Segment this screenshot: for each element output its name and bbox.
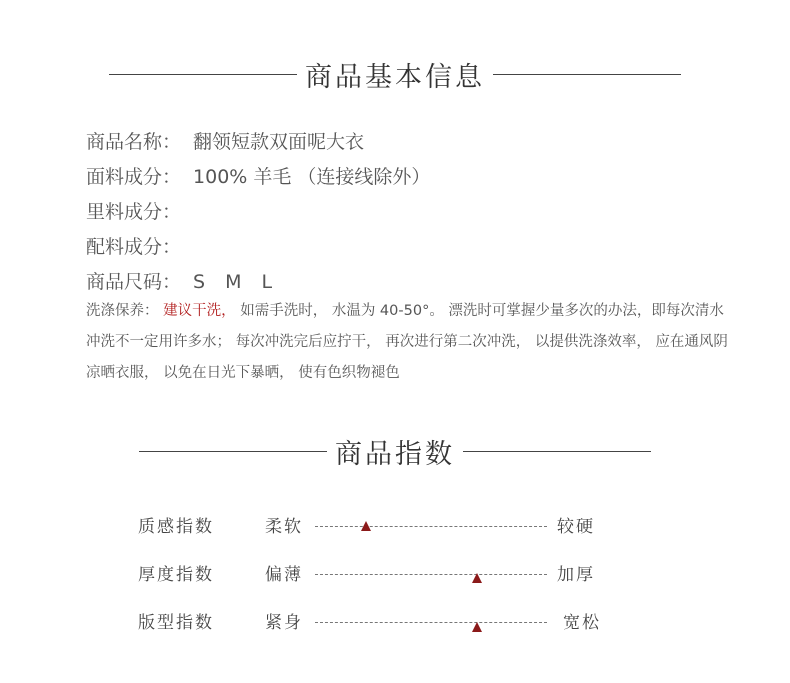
index-title: 商品指数 <box>335 439 455 470</box>
size-option: S <box>193 271 206 293</box>
divider-right <box>493 74 681 75</box>
info-row-name <box>86 127 364 154</box>
divider-right <box>463 451 651 452</box>
index-scale-line <box>315 574 547 575</box>
info-row-accessory <box>86 232 193 259</box>
index-high-label: 加厚 <box>557 565 595 585</box>
size-option: M <box>225 271 242 293</box>
index-marker-icon <box>472 573 482 583</box>
divider-left <box>139 451 327 452</box>
care-highlight: 建议干洗， <box>163 303 236 319</box>
index-marker-icon <box>472 622 482 632</box>
index-high-label: 宽松 <box>563 613 601 633</box>
index-marker-icon <box>361 521 371 531</box>
divider-left <box>109 74 297 75</box>
index-name: 版型指数 <box>138 613 214 633</box>
index-scale-line <box>315 526 547 527</box>
index-high-label: 较硬 <box>557 517 595 537</box>
index-header <box>0 432 790 471</box>
info-row-fabric <box>86 162 430 189</box>
care-text: 如需手洗时， 水温为 40-50°。 漂洗时可掌握少量多次的办法，即每次清水冲洗不一定用许多水； 每次冲洗完后应拧干， 再次进行第二次冲洗， 以提供洗涤效率， 应在通风阴凉晒衣服， 以免在日光下暴晒， 使有色织物褪色 <box>86 303 728 381</box>
info-label: 面料成分： <box>86 166 182 188</box>
index-scale-line <box>315 622 547 623</box>
info-value: 翻领短款双面呢大衣 <box>193 131 365 153</box>
info-label: 里料成分： <box>86 201 182 223</box>
basic-info-header <box>0 55 790 94</box>
size-option: L <box>261 271 273 293</box>
care-label: 洗涤保养： <box>86 303 159 319</box>
info-label: 商品名称： <box>86 131 182 153</box>
basic-info-title: 商品基本信息 <box>305 62 485 93</box>
index-low-label: 偏薄 <box>265 565 303 585</box>
info-label: 配料成分： <box>86 236 182 258</box>
index-name: 质感指数 <box>138 517 214 537</box>
info-row-lining <box>86 197 193 224</box>
size-list <box>193 271 292 293</box>
index-name: 厚度指数 <box>138 565 214 585</box>
index-low-label: 紧身 <box>265 613 303 633</box>
info-label: 商品尺码： <box>86 271 182 293</box>
info-row-size <box>86 267 292 294</box>
care-instructions <box>86 296 736 389</box>
index-low-label: 柔软 <box>265 517 303 537</box>
info-value: 100% 羊毛 （连接线除外） <box>193 166 431 188</box>
